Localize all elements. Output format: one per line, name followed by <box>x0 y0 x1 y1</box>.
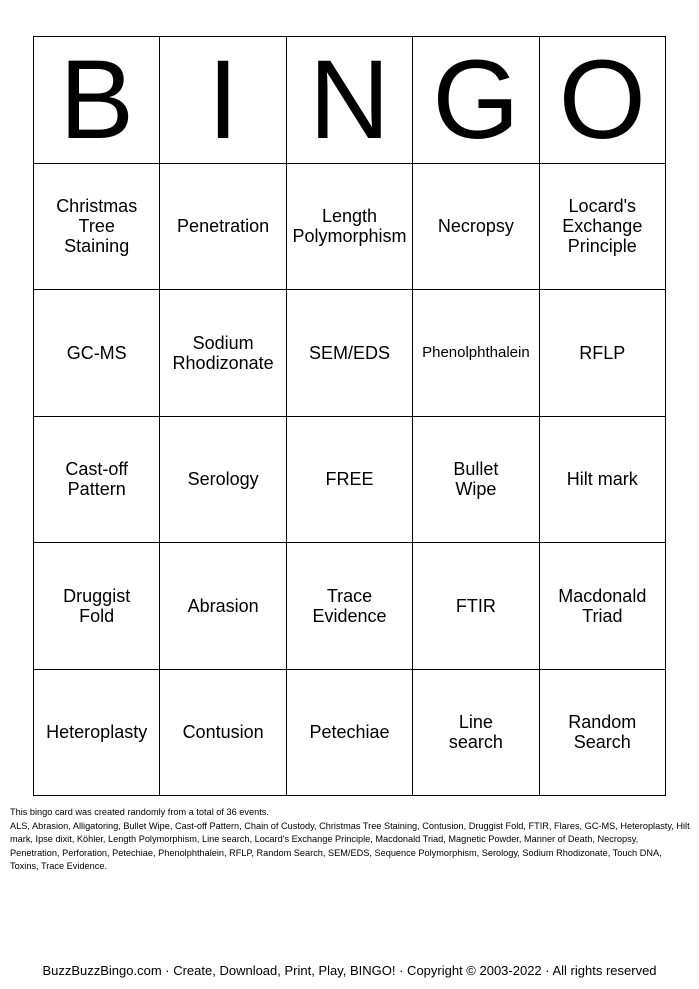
header-letter: G <box>432 37 520 162</box>
bingo-cell-r3c1 <box>34 417 160 544</box>
bingo-cell-r2c4 <box>413 290 539 417</box>
cell-text: Abrasion <box>187 595 259 616</box>
bingo-cell-r4c2 <box>160 543 286 670</box>
cell-text: Line search <box>448 712 503 753</box>
cell-text: Phenolphthalein <box>422 343 530 361</box>
event-list: ALS, Abrasion, Alligatoring, Bullet Wipe, Cast-off Pattern, Chain of Custody, Christmas Tree Staining, Contusion, Druggist Fold, FTIR, Flares, GC-MS, Heteroplasty, Hilt mark, Ipse dixit, Köhler, Length Polymorphism, Line search, Locard's Exchange Principle, Macdonald Triad, Magnetic Powder, Manner of Death, Necropsy, Penetration, Perforation, Petechiae, Phenolphthalein, RFLP, Random Search, SEM/EDS, Sequence Polymorphism, Serology, Sodium Rhodizonate, Touch DNA, Toxins, Trace Evidence. <box>10 820 690 871</box>
bingo-cell-r1c1 <box>34 164 160 291</box>
bingo-cell-free <box>287 417 413 544</box>
header-letter: N <box>309 37 390 162</box>
cell-text: Heteroplasty <box>46 722 148 743</box>
header-letter: O <box>558 37 646 162</box>
header-letter-o <box>540 37 666 164</box>
cell-text: Length Polymorphism <box>292 206 407 247</box>
cell-text: FTIR <box>455 595 496 616</box>
bingo-cell-r1c3 <box>287 164 413 291</box>
cell-text: Necropsy <box>437 216 514 237</box>
cell-text: Cast-off Pattern <box>65 459 129 500</box>
bingo-cell-r5c3 <box>287 670 413 797</box>
bingo-cell-r4c5 <box>540 543 666 670</box>
bingo-cell-r2c5 <box>540 290 666 417</box>
bingo-cell-r5c4 <box>413 670 539 797</box>
cell-text: Hilt mark <box>566 469 638 490</box>
cell-text: Penetration <box>177 216 270 237</box>
cell-text: Christmas Tree Staining <box>56 196 138 257</box>
bingo-cell-r3c5 <box>540 417 666 544</box>
created-note: This bingo card was created randomly from a total of 36 events. <box>10 807 269 817</box>
cell-text: RFLP <box>579 342 626 363</box>
bingo-cell-r4c1 <box>34 543 160 670</box>
header-letter-i <box>160 37 286 164</box>
bingo-cell-r5c5 <box>540 670 666 797</box>
bingo-cell-r2c2 <box>160 290 286 417</box>
header-letter-b <box>34 37 160 164</box>
bingo-cell-r2c3 <box>287 290 413 417</box>
cell-text: Contusion <box>182 722 264 743</box>
bingo-cell-r1c5 <box>540 164 666 291</box>
bingo-cell-r3c2 <box>160 417 286 544</box>
header-letter: I <box>207 37 239 162</box>
bingo-cell-r5c2 <box>160 670 286 797</box>
cell-text: Macdonald Triad <box>558 585 647 626</box>
bingo-cell-r1c2 <box>160 164 286 291</box>
cell-text: Petechiae <box>309 722 390 743</box>
cell-text: Bullet Wipe <box>453 459 499 500</box>
cell-text: SEM/EDS <box>308 342 390 363</box>
header-letter-g <box>413 37 539 164</box>
card-info <box>10 806 690 874</box>
bingo-card <box>33 36 666 796</box>
cell-text: Trace Evidence <box>312 585 387 626</box>
cell-text: Random Search <box>568 712 637 753</box>
header-letter-n <box>287 37 413 164</box>
footer-copyright: BuzzBuzzBingo.com · Create, Download, Print, Play, BINGO! · Copyright © 2003-2022 · All rights reserved <box>42 963 657 978</box>
cell-text: Locard's Exchange Principle <box>562 196 643 257</box>
cell-text: Sodium Rhodizonate <box>172 332 274 373</box>
header-letter: B <box>59 37 135 162</box>
bingo-cell-r1c4 <box>413 164 539 291</box>
cell-text: Serology <box>187 469 259 490</box>
bingo-cell-r4c3 <box>287 543 413 670</box>
bingo-cell-r2c1 <box>34 290 160 417</box>
cell-text: Druggist Fold <box>63 585 131 626</box>
bingo-cell-r5c1 <box>34 670 160 797</box>
bingo-cell-r4c4 <box>413 543 539 670</box>
bingo-cell-r3c4 <box>413 417 539 544</box>
cell-text: GC-MS <box>66 342 127 363</box>
free-space-text: FREE <box>325 469 374 490</box>
